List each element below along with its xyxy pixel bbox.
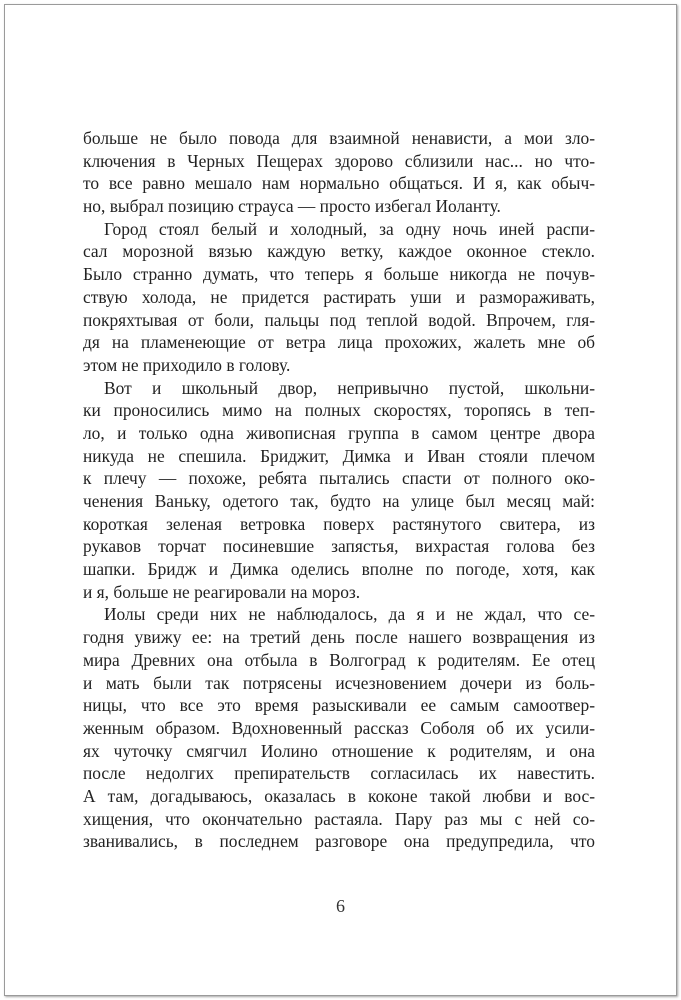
text-line: ствую холода, не придется растирать уши и размораживать, — [83, 286, 595, 307]
text-line: ло, и только одна живописная группа в самом центре двора — [83, 422, 595, 443]
text-line: ях чуточку смягчил Иолино отношение к родителям, и она — [83, 740, 595, 761]
text-line: хищения, что окончательно растаяла. Пару раз мы с ней со- — [83, 808, 595, 829]
body-text — [83, 127, 595, 853]
text-line: Город стоял белый и холодный, за одну ночь иней распи- — [104, 218, 595, 239]
text-line: званивались, в последнем разговоре она предупредила, что — [83, 831, 595, 852]
text-line: шапки. Бридж и Димка оделись вполне по погоде, хотя, как — [83, 559, 595, 580]
text-line: короткая зеленая ветровка поверх растянутого свитера, из — [83, 513, 595, 534]
text-line: мира Древних она отбыла в Волгоград к родителям. Ее отец — [83, 649, 595, 670]
text-line: ченения Ваньку, одетого так, будто на улице был месяц май: — [83, 491, 595, 511]
text-line: к плечу — похоже, ребята пытались спасти от полного око- — [83, 468, 595, 489]
text-line: покряхтывая от боли, пальцы под теплой водой. Впрочем, гля- — [83, 309, 595, 330]
text-line: дя на пламенеющие от ветра лица прохожих, жалеть мне об — [83, 332, 595, 353]
text-line: и я, больше не реагировали на мороз. — [83, 581, 361, 602]
text-line: Вот и школьный двор, непривычно пустой, школьни- — [104, 377, 595, 398]
text-line: этом не приходило в голову. — [83, 354, 291, 375]
text-line: женным образом. Вдохновенный рассказ Соболя об их усили- — [83, 717, 595, 738]
text-line: но, выбрал позицию страуса — просто избегал Иоланту. — [83, 196, 501, 217]
text-line: А там, догадываюсь, оказалась в коконе такой любви и вос- — [83, 785, 595, 806]
text-line: Было странно думать, что теперь я больше никогда не почув- — [83, 264, 595, 285]
text-line: больше не было повода для взаимной ненависти, а мои зло- — [83, 128, 595, 148]
text-line: рукавов торчат посиневшие запястья, вихрастая голова без — [83, 536, 595, 557]
text-line: после недолгих препирательств согласилась их навестить. — [83, 763, 595, 784]
text-line: сал морозной вязью каждую ветку, каждое оконное стекло. — [83, 241, 595, 262]
text-line: Иолы среди них не наблюдалось, да я и не ждал, что се- — [104, 604, 595, 625]
text-line: ницы, что все это время разыскивали ее самым самоотвер- — [83, 695, 595, 716]
page-number: 6 — [336, 896, 345, 916]
text-line: то все равно мешало нам нормально общаться. И я, как обыч- — [83, 173, 595, 194]
text-line: ключения в Черных Пещерах здорово сблизили нас... но что- — [83, 150, 595, 171]
text-line: годня увижу ее: на третий день после нашего возвращения из — [83, 627, 595, 648]
text-line: и мать были так потрясены исчезновением дочери из боль- — [83, 672, 595, 693]
text-line: ки проносились мимо на полных скоростях, торопясь в теп- — [83, 400, 595, 421]
text-line: никуда не спешила. Бриджит, Димка и Иван стояли плечом — [83, 445, 595, 466]
